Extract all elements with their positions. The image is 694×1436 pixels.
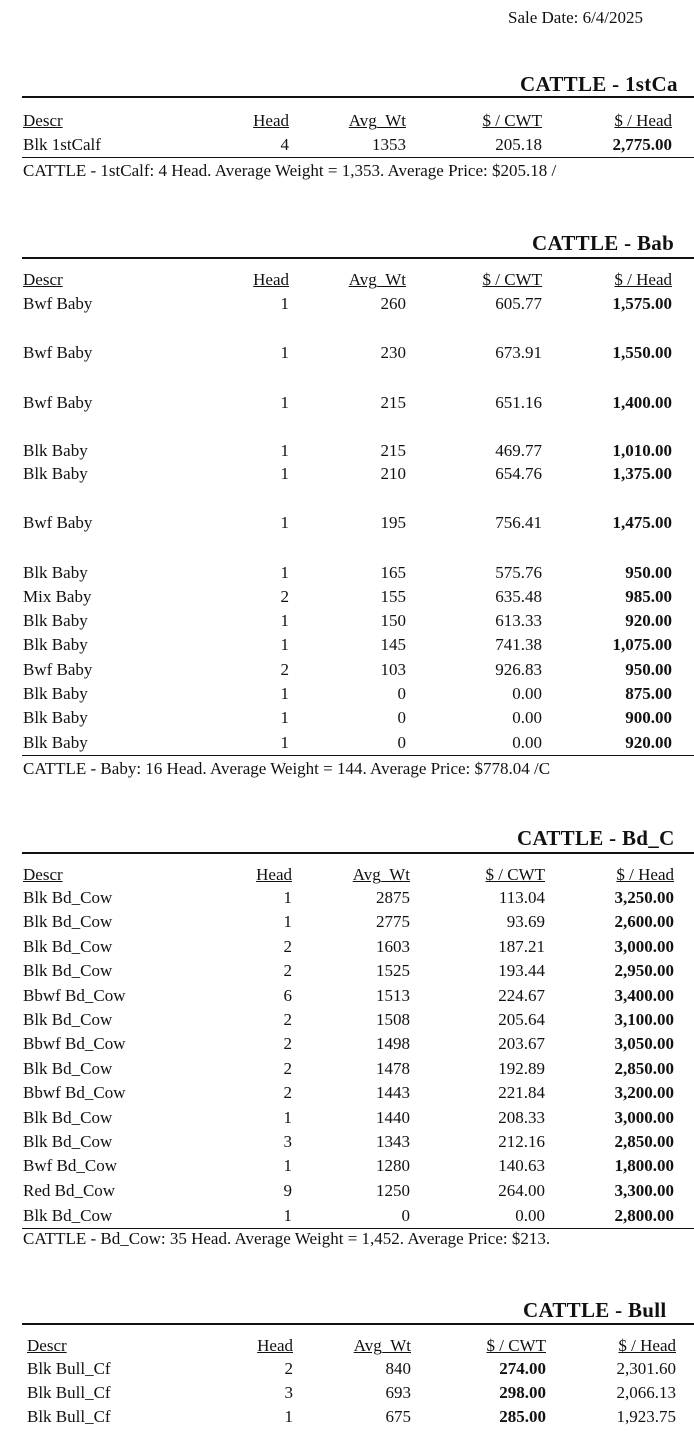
table-row bbox=[0, 1132, 694, 1152]
head-cell: 1 bbox=[280, 393, 289, 412]
table-row bbox=[0, 1407, 694, 1427]
cwt-cell: 575.76 bbox=[495, 563, 542, 582]
cwt-cell: 193.44 bbox=[498, 961, 545, 980]
section-summary: CATTLE - Baby: 16 Head. Average Weight = 144. Average Price: $778.04 /C bbox=[23, 759, 551, 778]
avg-wt-cell: 155 bbox=[380, 587, 406, 606]
per-head-cell: 1,550.00 bbox=[612, 343, 672, 362]
descr-cell: Blk Baby bbox=[23, 441, 88, 460]
avg-wt-cell: 1343 bbox=[376, 1132, 410, 1151]
per-head-cell: 1,400.00 bbox=[612, 393, 672, 412]
head-cell: 4 bbox=[280, 135, 289, 154]
sale-date: Sale Date: 6/4/2025 bbox=[508, 8, 644, 27]
per-head-cell: 950.00 bbox=[625, 563, 672, 582]
descr-cell: Bwf Baby bbox=[23, 294, 93, 313]
descr-cell: Red Bd_Cow bbox=[23, 1181, 116, 1200]
per-head-cell: 2,850.00 bbox=[614, 1059, 674, 1078]
avg-wt-cell: 1250 bbox=[376, 1181, 410, 1200]
per-head-cell: 1,575.00 bbox=[612, 294, 672, 313]
head-cell: 1 bbox=[280, 635, 289, 654]
table-row bbox=[0, 464, 694, 484]
per-head-cell: 3,300.00 bbox=[614, 1181, 674, 1200]
table-row bbox=[0, 1034, 694, 1054]
head-cell: 1 bbox=[280, 563, 289, 582]
descr-cell: Blk Bd_Cow bbox=[23, 937, 113, 956]
table-row bbox=[0, 1108, 694, 1128]
cwt-cell: 212.16 bbox=[498, 1132, 545, 1151]
table-row bbox=[0, 684, 694, 704]
col-cwt: $ / CWT bbox=[482, 270, 542, 289]
per-head-cell: 985.00 bbox=[625, 587, 672, 606]
descr-cell: Bwf Bd_Cow bbox=[23, 1156, 117, 1175]
cwt-cell: 113.04 bbox=[498, 888, 545, 907]
descr-cell: Blk Bd_Cow bbox=[23, 1132, 113, 1151]
cwt-cell: 605.77 bbox=[495, 294, 542, 313]
avg-wt-cell: 1478 bbox=[376, 1059, 410, 1078]
per-head-cell: 2,066.13 bbox=[616, 1383, 676, 1402]
cwt-cell: 224.67 bbox=[498, 986, 545, 1005]
avg-wt-cell: 840 bbox=[385, 1359, 411, 1378]
per-head-cell: 3,200.00 bbox=[614, 1083, 674, 1102]
cwt-cell: 221.84 bbox=[498, 1083, 545, 1102]
cwt-cell: 274.00 bbox=[499, 1359, 546, 1378]
table-row bbox=[0, 343, 694, 363]
cwt-cell: 673.91 bbox=[495, 343, 542, 362]
avg-wt-cell: 1525 bbox=[376, 961, 410, 980]
col-avg-wt: Avg_Wt bbox=[352, 865, 410, 884]
avg-wt-cell: 260 bbox=[380, 294, 406, 313]
col-descr: Descr bbox=[23, 111, 63, 130]
head-cell: 2 bbox=[280, 587, 289, 606]
col-per-head: $ / Head bbox=[618, 1336, 676, 1355]
avg-wt-cell: 230 bbox=[380, 343, 406, 362]
table-row bbox=[0, 513, 694, 533]
head-cell: 2 bbox=[283, 961, 292, 980]
cwt-cell: 192.89 bbox=[498, 1059, 545, 1078]
cwt-cell: 264.00 bbox=[498, 1181, 545, 1200]
table-row bbox=[0, 708, 694, 728]
cwt-cell: 140.63 bbox=[498, 1156, 545, 1175]
head-cell: 1 bbox=[283, 1156, 292, 1175]
head-cell: 1 bbox=[280, 611, 289, 630]
section-rule bbox=[22, 96, 694, 98]
avg-wt-cell: 2775 bbox=[376, 912, 410, 931]
col-cwt: $ / CWT bbox=[485, 865, 545, 884]
descr-cell: Blk Baby bbox=[23, 611, 88, 630]
col-head: Head bbox=[253, 111, 289, 130]
avg-wt-cell: 215 bbox=[380, 393, 406, 412]
descr-cell: Bwf Baby bbox=[23, 393, 93, 412]
section-title: CATTLE - 1stCa bbox=[520, 72, 678, 96]
avg-wt-cell: 1443 bbox=[376, 1083, 410, 1102]
head-cell: 9 bbox=[283, 1181, 292, 1200]
table-row bbox=[0, 294, 694, 314]
column-header-row bbox=[0, 270, 694, 290]
head-cell: 1 bbox=[280, 441, 289, 460]
head-cell: 1 bbox=[283, 1108, 292, 1127]
table-row bbox=[0, 1059, 694, 1079]
table-row bbox=[0, 587, 694, 607]
table-row bbox=[0, 611, 694, 631]
per-head-cell: 920.00 bbox=[625, 733, 672, 752]
avg-wt-cell: 0 bbox=[397, 733, 406, 752]
descr-cell: Blk 1stCalf bbox=[23, 135, 101, 154]
table-row bbox=[0, 1359, 694, 1379]
descr-cell: Bbwf Bd_Cow bbox=[23, 1034, 126, 1053]
section-rule bbox=[22, 852, 694, 854]
descr-cell: Blk Bull_Cf bbox=[27, 1407, 111, 1426]
descr-cell: Blk Baby bbox=[23, 635, 88, 654]
descr-cell: Blk Bd_Cow bbox=[23, 1206, 113, 1225]
descr-cell: Bbwf Bd_Cow bbox=[23, 986, 126, 1005]
col-descr: Descr bbox=[23, 270, 63, 289]
avg-wt-cell: 1513 bbox=[376, 986, 410, 1005]
avg-wt-cell: 0 bbox=[397, 684, 406, 703]
section-title: CATTLE - Bab bbox=[532, 231, 675, 255]
per-head-cell: 900.00 bbox=[625, 708, 672, 727]
head-cell: 1 bbox=[284, 1407, 293, 1426]
descr-cell: Blk Bd_Cow bbox=[23, 961, 113, 980]
avg-wt-cell: 1498 bbox=[376, 1034, 410, 1053]
per-head-cell: 3,400.00 bbox=[614, 986, 674, 1005]
avg-wt-cell: 675 bbox=[385, 1407, 411, 1426]
col-cwt: $ / CWT bbox=[482, 111, 542, 130]
head-cell: 2 bbox=[283, 1059, 292, 1078]
table-row bbox=[0, 635, 694, 655]
cwt-cell: 651.16 bbox=[495, 393, 542, 412]
cwt-cell: 926.83 bbox=[495, 660, 542, 679]
section-rule bbox=[22, 257, 694, 259]
head-cell: 1 bbox=[283, 912, 292, 931]
section-summary: CATTLE - Bd_Cow: 35 Head. Average Weight = 1,452. Average Price: $213. bbox=[23, 1229, 551, 1248]
table-row bbox=[0, 135, 694, 155]
avg-wt-cell: 2875 bbox=[376, 888, 410, 907]
cwt-cell: 613.33 bbox=[495, 611, 542, 630]
cwt-cell: 741.38 bbox=[495, 635, 542, 654]
head-cell: 1 bbox=[280, 733, 289, 752]
table-row bbox=[0, 733, 694, 753]
table-row bbox=[0, 1010, 694, 1030]
table-row bbox=[0, 1156, 694, 1176]
descr-cell: Mix Baby bbox=[23, 587, 92, 606]
per-head-cell: 3,000.00 bbox=[614, 1108, 674, 1127]
col-head: Head bbox=[257, 1336, 293, 1355]
head-cell: 2 bbox=[283, 1034, 292, 1053]
col-cwt: $ / CWT bbox=[486, 1336, 546, 1355]
per-head-cell: 2,301.60 bbox=[616, 1359, 676, 1378]
per-head-cell: 2,800.00 bbox=[614, 1206, 674, 1225]
per-head-cell: 2,775.00 bbox=[612, 135, 672, 154]
per-head-cell: 1,375.00 bbox=[612, 464, 672, 483]
descr-cell: Blk Baby bbox=[23, 733, 88, 752]
descr-cell: Blk Baby bbox=[23, 708, 88, 727]
table-row bbox=[0, 912, 694, 932]
descr-cell: Bwf Baby bbox=[23, 513, 93, 532]
head-cell: 3 bbox=[283, 1132, 292, 1151]
cwt-cell: 756.41 bbox=[495, 513, 542, 532]
column-header-row bbox=[0, 111, 694, 131]
avg-wt-cell: 693 bbox=[385, 1383, 411, 1402]
cwt-cell: 0.00 bbox=[512, 708, 542, 727]
section-summary: CATTLE - 1stCalf: 4 Head. Average Weight = 1,353. Average Price: $205.18 / bbox=[23, 161, 557, 180]
summary-rule bbox=[22, 157, 694, 158]
per-head-cell: 1,800.00 bbox=[614, 1156, 674, 1175]
descr-cell: Blk Baby bbox=[23, 464, 88, 483]
avg-wt-cell: 1280 bbox=[376, 1156, 410, 1175]
col-avg-wt: Avg_Wt bbox=[348, 111, 406, 130]
head-cell: 6 bbox=[283, 986, 292, 1005]
table-row bbox=[0, 1383, 694, 1403]
table-row bbox=[0, 937, 694, 957]
col-per-head: $ / Head bbox=[614, 270, 672, 289]
avg-wt-cell: 1440 bbox=[376, 1108, 410, 1127]
col-avg-wt: Avg_Wt bbox=[348, 270, 406, 289]
avg-wt-cell: 145 bbox=[380, 635, 406, 654]
head-cell: 1 bbox=[283, 1206, 292, 1225]
head-cell: 1 bbox=[280, 513, 289, 532]
table-row bbox=[0, 660, 694, 680]
avg-wt-cell: 1603 bbox=[376, 937, 410, 956]
head-cell: 1 bbox=[280, 684, 289, 703]
cwt-cell: 298.00 bbox=[499, 1383, 546, 1402]
cwt-cell: 654.76 bbox=[495, 464, 542, 483]
avg-wt-cell: 215 bbox=[380, 441, 406, 460]
cwt-cell: 203.67 bbox=[498, 1034, 545, 1053]
avg-wt-cell: 0 bbox=[401, 1206, 410, 1225]
per-head-cell: 3,000.00 bbox=[614, 937, 674, 956]
descr-cell: Bwf Baby bbox=[23, 660, 93, 679]
table-row bbox=[0, 888, 694, 908]
cwt-cell: 187.21 bbox=[498, 937, 545, 956]
descr-cell: Blk Bd_Cow bbox=[23, 1108, 113, 1127]
section-title: CATTLE - Bull bbox=[523, 1298, 667, 1322]
per-head-cell: 950.00 bbox=[625, 660, 672, 679]
head-cell: 2 bbox=[284, 1359, 293, 1378]
summary-rule bbox=[22, 755, 694, 756]
avg-wt-cell: 150 bbox=[380, 611, 406, 630]
descr-cell: Bbwf Bd_Cow bbox=[23, 1083, 126, 1102]
table-row bbox=[0, 1181, 694, 1201]
descr-cell: Blk Bull_Cf bbox=[27, 1359, 111, 1378]
descr-cell: Blk Bd_Cow bbox=[23, 1010, 113, 1029]
descr-cell: Blk Bd_Cow bbox=[23, 912, 113, 931]
table-row bbox=[0, 563, 694, 583]
col-descr: Descr bbox=[23, 865, 63, 884]
head-cell: 1 bbox=[280, 464, 289, 483]
avg-wt-cell: 103 bbox=[380, 660, 406, 679]
descr-cell: Bwf Baby bbox=[23, 343, 93, 362]
per-head-cell: 1,475.00 bbox=[612, 513, 672, 532]
column-header-row bbox=[0, 865, 694, 885]
avg-wt-cell: 1508 bbox=[376, 1010, 410, 1029]
per-head-cell: 1,923.75 bbox=[616, 1407, 676, 1426]
cwt-cell: 205.64 bbox=[498, 1010, 545, 1029]
cwt-cell: 205.18 bbox=[495, 135, 542, 154]
cwt-cell: 635.48 bbox=[495, 587, 542, 606]
per-head-cell: 3,100.00 bbox=[614, 1010, 674, 1029]
cwt-cell: 469.77 bbox=[495, 441, 542, 460]
head-cell: 2 bbox=[283, 1010, 292, 1029]
table-row bbox=[0, 441, 694, 461]
avg-wt-cell: 1353 bbox=[372, 135, 406, 154]
head-cell: 1 bbox=[280, 708, 289, 727]
avg-wt-cell: 165 bbox=[380, 563, 406, 582]
per-head-cell: 875.00 bbox=[625, 684, 672, 703]
per-head-cell: 1,075.00 bbox=[612, 635, 672, 654]
per-head-cell: 920.00 bbox=[625, 611, 672, 630]
head-cell: 3 bbox=[284, 1383, 293, 1402]
col-avg-wt: Avg_Wt bbox=[353, 1336, 411, 1355]
col-per-head: $ / Head bbox=[614, 111, 672, 130]
avg-wt-cell: 195 bbox=[380, 513, 406, 532]
table-row bbox=[0, 961, 694, 981]
column-header-row bbox=[0, 1336, 694, 1356]
descr-cell: Blk Bd_Cow bbox=[23, 1059, 113, 1078]
section-title: CATTLE - Bd_C bbox=[517, 826, 675, 850]
per-head-cell: 1,010.00 bbox=[612, 441, 672, 460]
head-cell: 2 bbox=[283, 937, 292, 956]
head-cell: 1 bbox=[280, 294, 289, 313]
cwt-cell: 208.33 bbox=[498, 1108, 545, 1127]
descr-cell: Blk Bull_Cf bbox=[27, 1383, 111, 1402]
per-head-cell: 2,600.00 bbox=[614, 912, 674, 931]
avg-wt-cell: 0 bbox=[397, 708, 406, 727]
col-per-head: $ / Head bbox=[616, 865, 674, 884]
per-head-cell: 3,050.00 bbox=[614, 1034, 674, 1053]
per-head-cell: 2,850.00 bbox=[614, 1132, 674, 1151]
table-row bbox=[0, 986, 694, 1006]
section-rule bbox=[22, 1323, 694, 1325]
descr-cell: Blk Baby bbox=[23, 563, 88, 582]
cwt-cell: 0.00 bbox=[512, 733, 542, 752]
head-cell: 2 bbox=[283, 1083, 292, 1102]
table-row bbox=[0, 1083, 694, 1103]
table-row bbox=[0, 1206, 694, 1226]
col-descr: Descr bbox=[27, 1336, 67, 1355]
per-head-cell: 3,250.00 bbox=[614, 888, 674, 907]
cwt-cell: 0.00 bbox=[512, 684, 542, 703]
cwt-cell: 93.69 bbox=[506, 912, 545, 931]
head-cell: 2 bbox=[280, 660, 289, 679]
col-head: Head bbox=[253, 270, 289, 289]
descr-cell: Blk Baby bbox=[23, 684, 88, 703]
avg-wt-cell: 210 bbox=[380, 464, 406, 483]
head-cell: 1 bbox=[280, 343, 289, 362]
cwt-cell: 0.00 bbox=[515, 1206, 545, 1225]
head-cell: 1 bbox=[283, 888, 292, 907]
col-head: Head bbox=[256, 865, 292, 884]
section-1stcalf bbox=[0, 0, 694, 190]
table-row bbox=[0, 393, 694, 413]
per-head-cell: 2,950.00 bbox=[614, 961, 674, 980]
descr-cell: Blk Bd_Cow bbox=[23, 888, 113, 907]
cwt-cell: 285.00 bbox=[499, 1407, 546, 1426]
